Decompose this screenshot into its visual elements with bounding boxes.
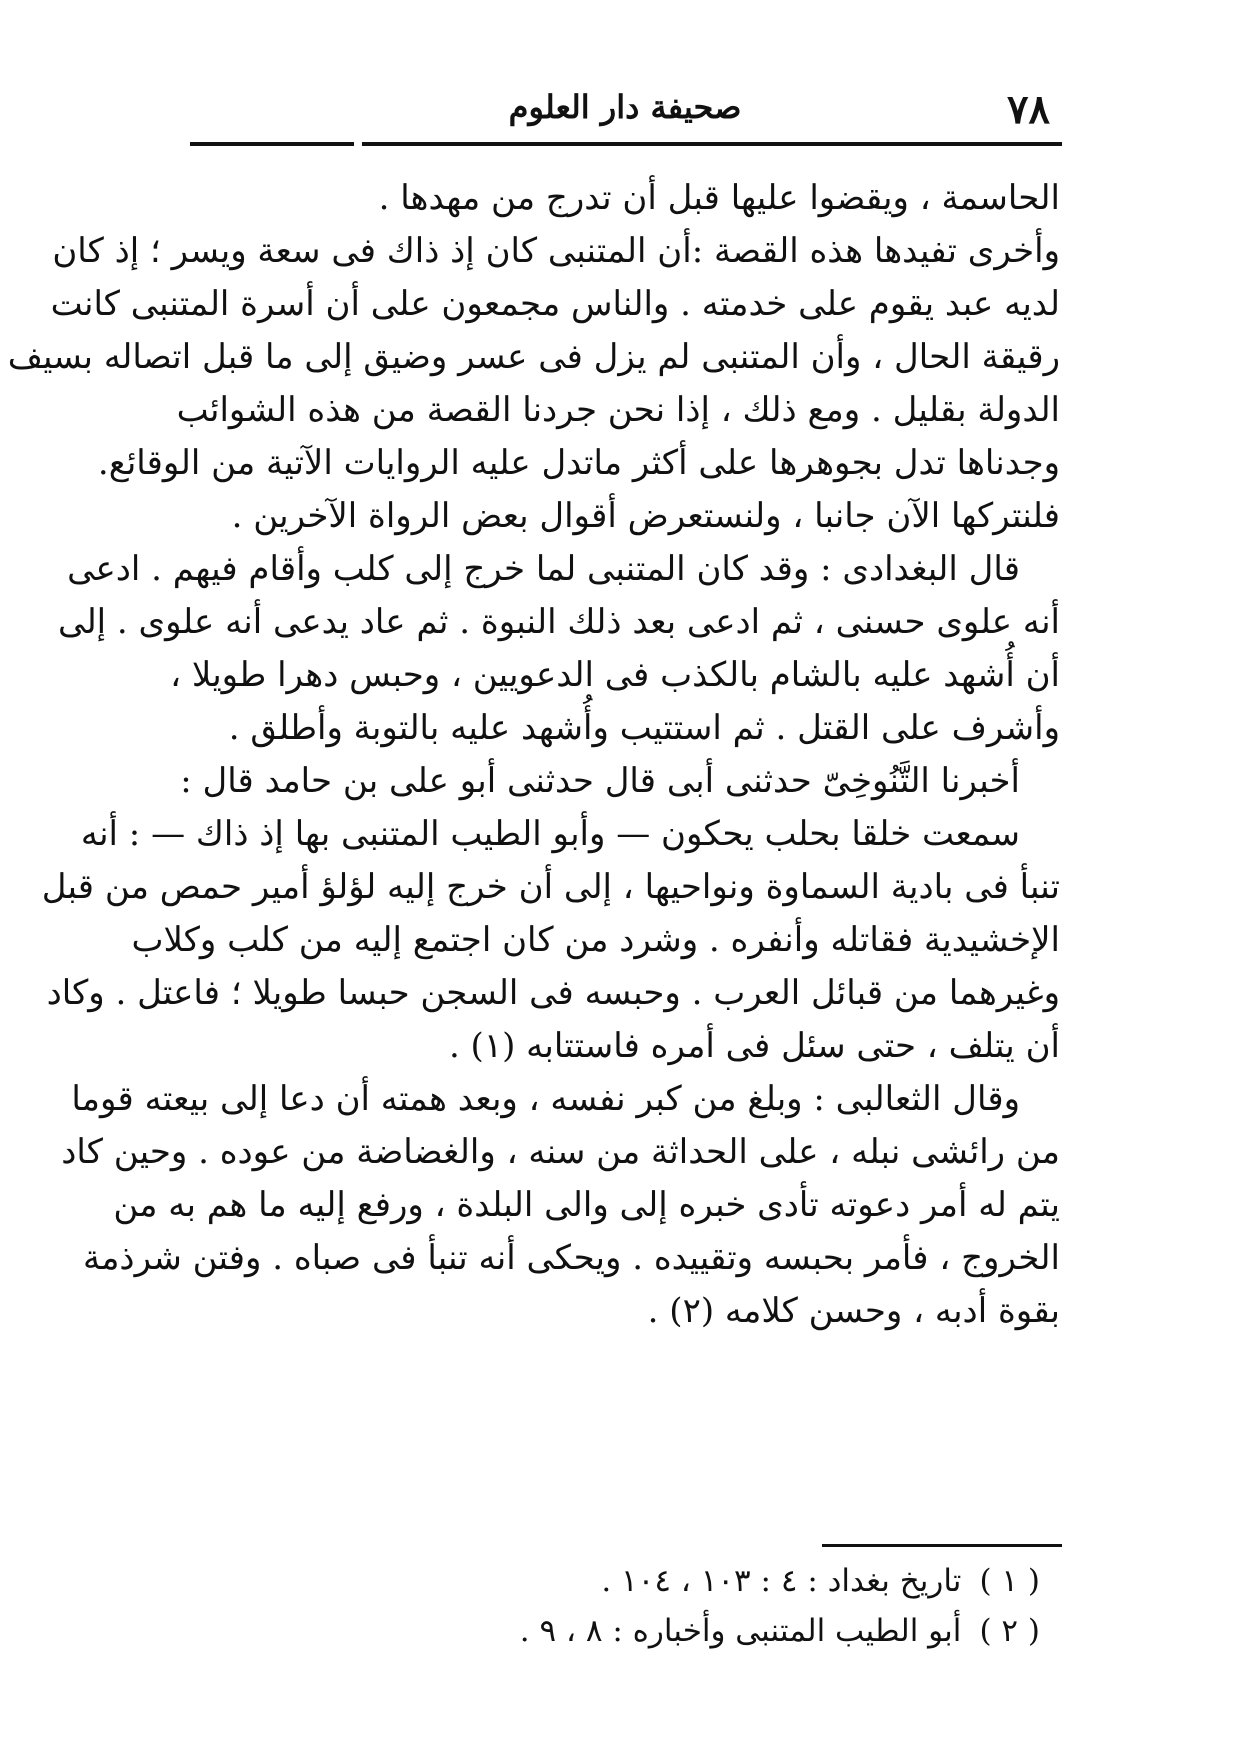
text-line: الخروج ، فأمر بحبسه وتقييده . ويحكى أنه تنبأ فى صباه . وفتن شرذمة	[82, 1238, 1060, 1278]
text-line: الإخشيدية فقاتله وأنفره . وشرد من كان اجتمع إليه من كلب وكلاب	[131, 920, 1060, 960]
text-line: أن يتلف ، حتى سئل فى أمره فاستتابه (١) .	[448, 1026, 1060, 1066]
text-line: يتم له أمر دعوته تأدى خبره إلى والى البلدة ، ورفع إليه ما هم به من	[113, 1185, 1060, 1225]
text-line: رقيقة الحال ، وأن المتنبى لم يزل فى عسر وضيق إلى ما قبل اتصاله بسيف	[7, 337, 1060, 377]
text-line: وغيرهما من قبائل العرب . وحبسه فى السجن حبسا طويلا ؛ فاعتل . وكاد	[46, 973, 1060, 1013]
text-line: أن أُشهد عليه بالشام بالكذب فى الدعويين ، وحبس دهرا طويلا ،	[170, 655, 1060, 695]
text-line: سمعت خلقا بحلب يحكون — وأبو الطيب المتنبى بها إذ ذاك — : أنه	[80, 814, 1020, 854]
footnote-text: تاريخ بغداد : ٤ : ١٠٣ ، ١٠٤ .	[601, 1563, 962, 1599]
footnote-rule	[822, 1544, 1062, 1547]
text-line: لديه عبد يقوم على خدمته . والناس مجمعون على أن أسرة المتنبى كانت	[50, 284, 1060, 324]
text-line: وقال الثعالبى : وبلغ من كبر نفسه ، وبعد همته أن دعا إلى بيعته قوما	[71, 1079, 1020, 1119]
text-line: فلنتركها الآن جانبا ، ولنستعرض أقوال بعض الرواة الآخرين .	[231, 496, 1060, 536]
text-line: أنه علوى حسنى ، ثم ادعى بعد ذلك النبوة . ثم عاد يدعى أنه علوى . إلى	[57, 602, 1060, 642]
header-rule-short	[190, 142, 354, 146]
text-line: وجدناها تدل بجوهرها على أكثر ماتدل عليه الروايات الآتية من الوقائع.	[97, 443, 1060, 483]
text-line: وأخرى تفيدها هذه القصة :أن المتنبى كان إذ ذاك فى سعة ويسر ؛ إذ كان	[52, 231, 1060, 271]
body-text	[7, 172, 1060, 1338]
text-line: الدولة بقليل . ومع ذلك ، إذا نحن جردنا القصة من هذه الشوائب	[176, 390, 1060, 430]
page-header	[190, 80, 1060, 140]
footnotes	[400, 1556, 1040, 1656]
header-rule	[362, 142, 1062, 146]
text-line: وأشرف على القتل . ثم استتيب وأُشهد عليه بالتوبة وأطلق .	[228, 708, 1060, 748]
running-title: صحيفة دار العلوم	[508, 88, 742, 126]
text-line: من رائشى نبله ، على الحداثة من سنه ، والغضاضة من عوده . وحين كاد	[61, 1132, 1060, 1172]
footnote	[400, 1556, 1040, 1606]
page-number: ٧٨	[1007, 86, 1050, 133]
text-line: قال البغدادى : وقد كان المتنبى لما خرج إلى كلب وأقام فيهم . ادعى	[67, 549, 1020, 589]
footnote-text: أبو الطيب المتنبى وأخباره : ٨ ، ٩ .	[519, 1613, 962, 1649]
text-line: بقوة أدبه ، وحسن كلامه (٢) .	[647, 1291, 1060, 1331]
text-line: الحاسمة ، ويقضوا عليها قبل أن تدرج من مهدها .	[378, 178, 1060, 218]
footnote	[400, 1606, 1040, 1656]
footnote-marker: ( ١ )	[979, 1563, 1040, 1599]
footnote-marker: ( ٢ )	[979, 1613, 1040, 1649]
text-line: أخبرنا التَّنُوخِىّ حدثنى أبى قال حدثنى أبو على بن حامد قال :	[180, 761, 1020, 801]
text-line: تنبأ فى بادية السماوة ونواحيها ، إلى أن خرج إليه لؤلؤ أمير حمص من قبل	[41, 867, 1060, 907]
